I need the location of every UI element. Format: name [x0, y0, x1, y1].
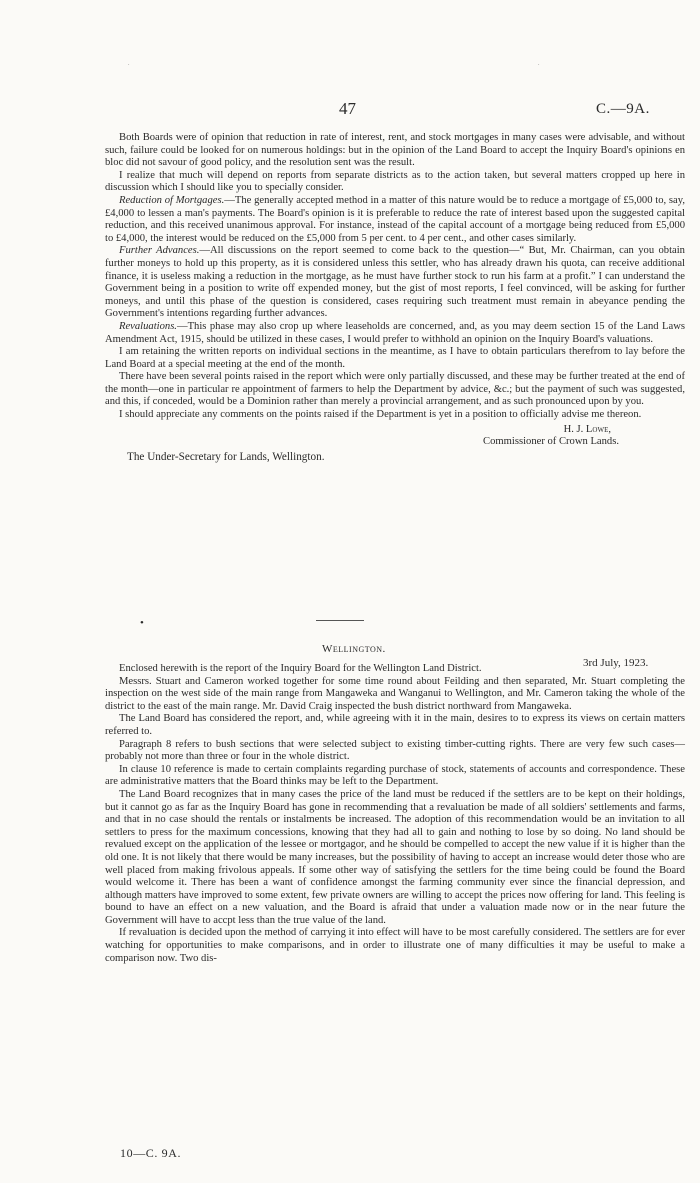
paragraph: There have been several points raised in the report which were only partially discussed, and these may be further treated at the end of the month—one in particular re appointment of farmers to help the Department by advice, &c.; but the payment of such was suggested, and this, if conceded, would be a Dominion rather than merely a provincial arrangement, and as such pronounced upon by you.	[105, 371, 685, 408]
signature-block	[105, 424, 617, 449]
margin-mark: .	[128, 61, 130, 67]
paragraph-heading: Further Advances.	[119, 245, 200, 257]
signature-title: Commissioner of Crown Lands.	[483, 436, 619, 448]
paragraph: In clause 10 reference is made to certain complaints regarding purchase of stock, statements of accounts and correspondence. These are administrative matters that the Board thinks may be left to the Department.	[105, 763, 685, 788]
letter-commissioner	[105, 132, 685, 463]
paragraph: Both Boards were of opinion that reduction in rate of interest, rent, and stock mortgages in many cases were advisable, and without such, failure could be looked for on numerous holdings: but in the opinion of the Land Board to accept the Inquiry Board's opinions en bloc did not savour of good policy, and the resolution sent was the result.	[105, 132, 685, 169]
paragraph: Revaluations.—This phase may also crop up where leaseholds are concerned, and, as you may deem section 15 of the Land Laws Amendment Act, 1915, should be utilized in these cases, I would prefer to withhold an opinion on the Inquiry Board's valuations.	[105, 320, 685, 345]
section-divider	[316, 620, 364, 621]
paragraph: Enclosed herewith is the report of the Inquiry Board for the Wellington Land District.	[119, 663, 482, 674]
paragraph: The Land Board recognizes that in many cases the price of the land must be reduced if the settlers are to be kept on their holdings, but it cannot go as far as the Inquiry Board has gone in recommending that a revaluation be made of all soldiers' settlements and farms, and that in no case should the rentals or instalments be increased. The adoption of this recommendation would be an invitation to all settlers to press for the maximum concessions, knowing that they had all to gain and nothing to lose by so doing. No land should be revalued except on the application of the lessee or mortgagor, and he should be compelled to accept the new value if it is higher than the old one. It is not likely that there would be many increases, but the possibility of having to accept an increase would deter those who are well placed from making frivolous appeals. If some other way of satisfying the settlers for the time being could be found the Board would welcome it. There has been a want of confidence amongst the farming community ever since the financial depression, and although matters have improved to some extent, few private owners are willing to accept the prices now offering for land. This feeling is bound to have an effect on a new valuation, and the Board is afraid that under a valuation made now or in the near future the Government will have to accpt less than the true value of the land.	[105, 788, 685, 926]
signature-name: H. J. Lowe,	[563, 423, 611, 435]
paragraph: Reduction of Mortgages.—The generally accepted method in a matter of this nature would be to reduce a mortgage of £5,000 to, say, £4,000 to lessen a man's payments. The Board's opinion is it is preferable to reduce the rate of interest based upon the suggested capital reduction, and this received unanimous approval. For instance, instead of the capital account of a mortgage being reduced from £5,000 to £4,000, the interest would be reduced on the £5,000 from 5 per cent. to 4 per cent., and other cases similarly.	[105, 194, 685, 244]
document-reference: C.—9A.	[596, 101, 650, 117]
paragraph: Paragraph 8 refers to bush sections that were selected subject to existing timber-cutting rights. There are very few such cases—probably not more than three or four in the whole district.	[105, 738, 685, 763]
letter-wellington	[105, 663, 685, 965]
paragraph-heading: Reduction of Mortgages.	[119, 194, 225, 206]
bullet-mark: •	[140, 617, 144, 629]
paragraph: I am retaining the written reports on individual sections in the meantime, as I have to obtain particulars therefrom to lay before the Land Board at a special meeting at the end of the month.	[105, 346, 685, 370]
paragraph: I should appreciate any comments on the points raised if the Department is yet in a position to officially advise me thereon.	[119, 409, 642, 421]
paragraph: Messrs. Stuart and Cameron worked together for some time round about Feilding and then separated, Mr. Stuart completing the inspection on the west side of the main range from Mangaweka and Wanganui to Wellington, and Mr. Cameron taking the whole of the district to the east of the main range. Mr. David Craig inspected the bush district northward from Mangaweka.	[105, 675, 685, 712]
signature-mark: 10—C. 9A.	[120, 1146, 182, 1160]
paragraph: I realize that much will depend on reports from separate districts as to the action taken, but several matters cropped up here in discussion which I should like you to specially consider.	[105, 169, 685, 194]
page-number: 47	[339, 99, 356, 118]
margin-mark: .	[538, 61, 540, 67]
paragraph: If revaluation is decided upon the method of carrying it into effect will have to be most carefully considered. The settlers are for ever watching for opportunities to make comparisons, and in order to illustrate one of many difficulties it may be useful to make a comparison now. Two dis-	[105, 927, 685, 964]
letter-date: 3rd July, 1923.	[583, 657, 649, 669]
paragraph: The Land Board has considered the report, and, while agreeing with it in the main, desires to to express its views on certain matters referred to.	[105, 713, 685, 737]
paragraph-heading: Revaluations.	[119, 320, 177, 332]
section-title: Wellington.	[322, 643, 386, 655]
addressee: The Under-Secretary for Lands, Wellington.	[127, 450, 325, 463]
paragraph: Further Advances.—All discussions on the report seemed to come back to the question—“ But, Mr. Chairman, can you obtain further moneys to hold up this property, as it is considered unless this settler, who has already drawn his quota, can receive additional finance, it is useless making a reduction in the mortgage, as he must have further stock to run his farm at a profit.” I can understand the Government being in a position to write off expended money, but the gist of most reports, I feel convinced, will be asking for further moneys, and until this phase of the question is considered, cases requiring such treatment must remain in abeyance pending the Government's intentions regarding further advances.	[105, 245, 685, 320]
